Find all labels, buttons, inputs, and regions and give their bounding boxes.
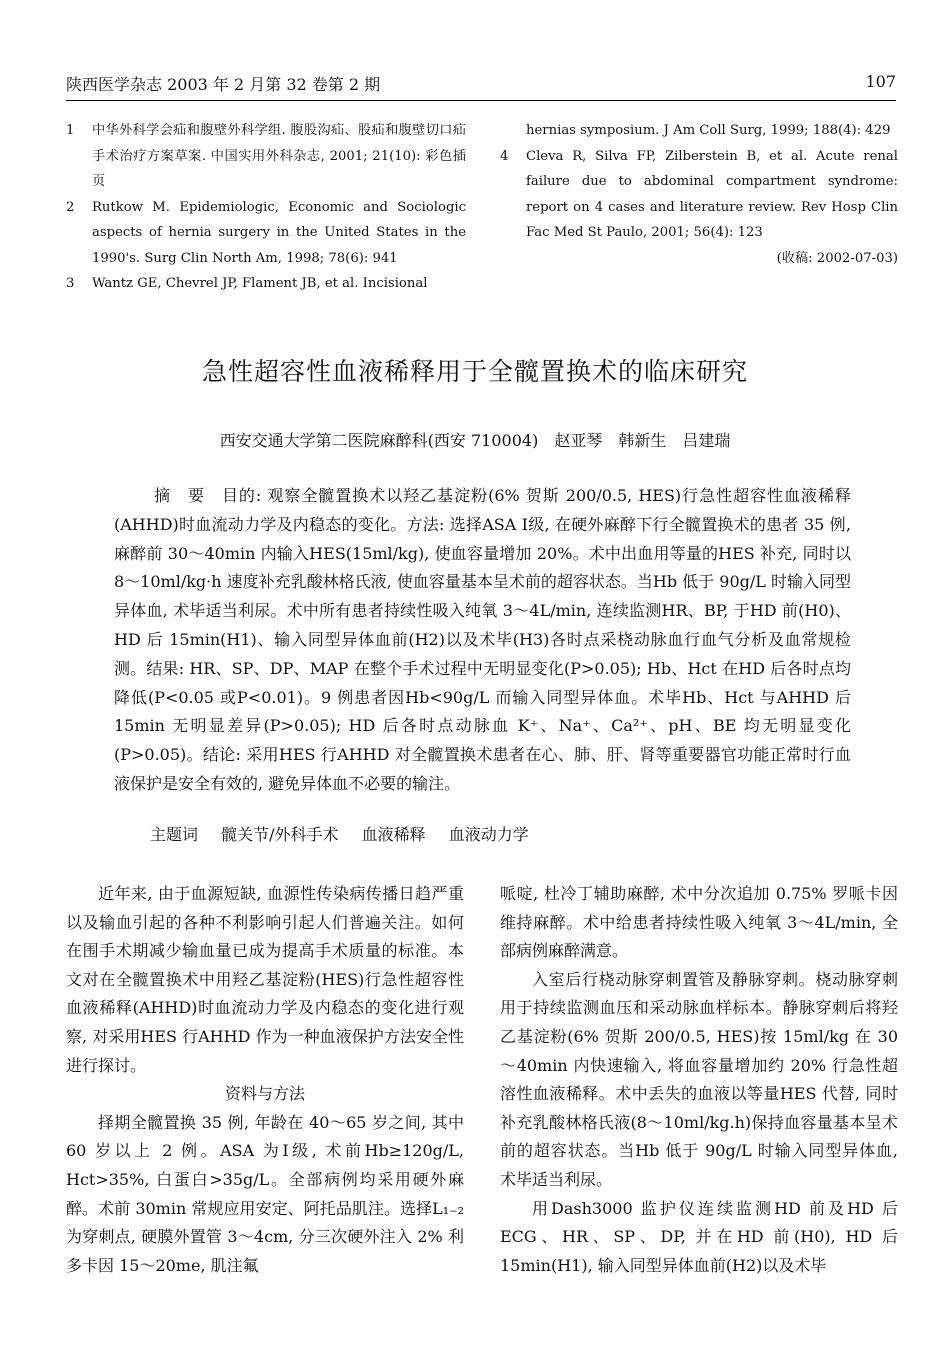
page-number: 107 bbox=[865, 72, 896, 91]
article-affiliation: 西安交通大学第二医院麻醉科(西安 710004) 赵亚琴 韩新生 吕建瑞 bbox=[219, 431, 731, 450]
reference-number: 4 bbox=[500, 148, 509, 164]
journal-info: 陕西医学杂志 2003 年 2 月第 32 卷第 2 期 bbox=[66, 75, 381, 94]
keywords-label: 主题词 bbox=[150, 825, 199, 844]
procedure-paragraph: 入室后行桡动脉穿刺置管及静脉穿刺。桡动脉穿刺用于持续监测血压和采动脉血样标本。静脉穿刺后将羟乙基淀粉(6% 贺斯 200/0.5, HES)按 15ml/kg 在 30～40min 内快速输入, 将血容量增加约 20% 行急性超溶性血液稀释。术中丢失的血液以等量HES 代替, 同时补充乳酸林格氏液(8～10ml/kg.h)保持血容量基本呈术前的超容状态。当Hb 低于 90g/L 时输入同型异体血, 术毕适当利尿。 bbox=[500, 969, 898, 1189]
reference-text: Rutkow M. Epidemiologic, Economic and Sociologic aspects of hernia surgery in the United States in the 1990's. Surg Clin North Am, 1998; 78(6): 941 bbox=[92, 199, 466, 266]
reference-text: Cleva R, Silva FP, Zilberstein B, et al. Acute renal failure due to abdominal compartment syndrome: report on 4 cases and literature review. Rev Hosp Clin Fac Med St Paulo, 2001; 56(4): 123 bbox=[526, 148, 898, 240]
abstract-text: 目的: 观察全髋置换术以羟乙基淀粉(6% 贺斯 200/0.5, HES)行急性超容性血液稀释(AHHD)时血流动力学及内稳态的变化。方法: 选择ASA Ⅰ级, 在硬外麻醉下行全髋置换术的患者 35 例, 麻醉前 30～40min 内输入HES(15ml/kg), 使血容量增加 20%。术中出血用等量的HES 补充, 同时以 8～10ml/kg·h 速度补充乳酸林格氏液, 使血容量基本呈术前的超容状态。当Hb 低于 90g/L 时输入同型异体血, 术毕适当利尿。术中所有患者持续性吸入纯氧 3～4L/min, 连续监测HR、BP, 于HD 前(H0)、HD 后 15min(H1)、输入同型异体血前(H2)以及术毕(H3)各时点采桡动脉血行血气分析及血常规检测。结果: HR、SP、DP、MAP 在整个手术过程中无明显变化(P>0.05); Hb、Hct 在HD 后各时点均降低(P<0.05 或P<0.01)。9 例患者因Hb<90g/L 而输入同型异体血。术毕Hb、Hct 与AHHD 后 15min 无明显差异(P>0.05); HD 后各时点动脉血 K⁺、Na⁺、Ca²⁺、pH、BE 均无明显变化(P>0.05)。结论: 采用HES 行AHHD 对全髋置换术患者在心、肺、肝、肾等重要器官功能正常时行血液保护是安全有效的, 避免异体血不必要的输注。 bbox=[114, 486, 851, 793]
reference-item bbox=[500, 118, 898, 144]
references-left-column bbox=[66, 118, 466, 297]
article-title: 急性超容性血液稀释用于全髋置换术的临床研究 bbox=[201, 357, 748, 386]
reference-number: 2 bbox=[66, 199, 75, 215]
keywords bbox=[150, 822, 547, 845]
abstract bbox=[114, 482, 851, 799]
section-heading: 资料与方法 bbox=[224, 1084, 305, 1104]
monitoring-paragraph: 用Dash3000 监护仪连续监测HD 前及HD 后 ECG、HR、SP、DP, 并在HD 前(H0), HD 后 15min(H1), 输入同型异体血前(H2)以及术毕 bbox=[500, 1198, 898, 1275]
reference-text: 中华外科学会疝和腹壁外科学组. 腹股沟疝、股疝和腹壁切口疝手术治疗方案草案. 中国实用外科杂志, 2001; 21(10): 彩色插页 bbox=[92, 123, 466, 189]
body-left-column bbox=[66, 880, 464, 1280]
keyword: 血液稀释 bbox=[361, 825, 426, 844]
reference-text: hernias symposium. J Am Coll Surg, 1999; 188(4): 429 bbox=[526, 123, 891, 138]
abstract-label: 摘 要 bbox=[154, 486, 205, 505]
intro-paragraph: 近年来, 由于血源短缺, 血源性传染病传播日趋严重以及输血引起的各种不利影响引起人们普遍关注。如何在围手术期减少输血量已成为提高手术质量的标准。本文对在全髋置换术中用羟乙基淀粉(HES)行急性超容性血液稀释(AHHD)时血流动力学及内稳态的变化进行观察, 对采用HES 行AHHD 作为一种血液保护方法安全性进行探讨。 bbox=[66, 884, 464, 1075]
reference-number: 1 bbox=[66, 123, 75, 138]
keyword: 髋关节/外科手术 bbox=[221, 825, 339, 844]
reference-item bbox=[66, 118, 466, 195]
reference-item bbox=[500, 144, 898, 246]
header-rule bbox=[66, 100, 896, 101]
reference-item bbox=[66, 195, 466, 272]
keyword: 血液动力学 bbox=[448, 825, 529, 844]
methods-continuation: 哌啶, 杜冷丁辅助麻醉, 术中分次追加 0.75% 罗哌卡因维持麻醉。术中给患者持续性吸入纯氧 3～4L/min, 全部病例麻醉满意。 bbox=[500, 884, 898, 961]
methods-paragraph: 择期全髋置换 35 例, 年龄在 40～65 岁之间, 其中 60 岁以上 2 例。ASA 为Ⅰ级, 术前Hb≥120g/L, Hct>35%, 白蛋白>35g/L。全部病例均采用硬外麻醉。术前 30min 常规应用安定、阿托品肌注。选择L₁₋₂为穿刺点, 硬膜外置管 3～4cm, 分三次硬外注入 2% 利多卡因 15～20me, 肌注氟 bbox=[66, 1112, 464, 1275]
reference-item bbox=[66, 271, 466, 297]
references-right-column bbox=[500, 118, 898, 271]
running-header bbox=[66, 72, 896, 95]
body-right-column bbox=[500, 880, 898, 1280]
received-date: (收稿: 2002-07-03) bbox=[776, 250, 898, 266]
reference-text: Wantz GE, Chevrel JP, Flament JB, et al. Incisional bbox=[92, 276, 428, 291]
reference-number: 3 bbox=[66, 276, 75, 291]
